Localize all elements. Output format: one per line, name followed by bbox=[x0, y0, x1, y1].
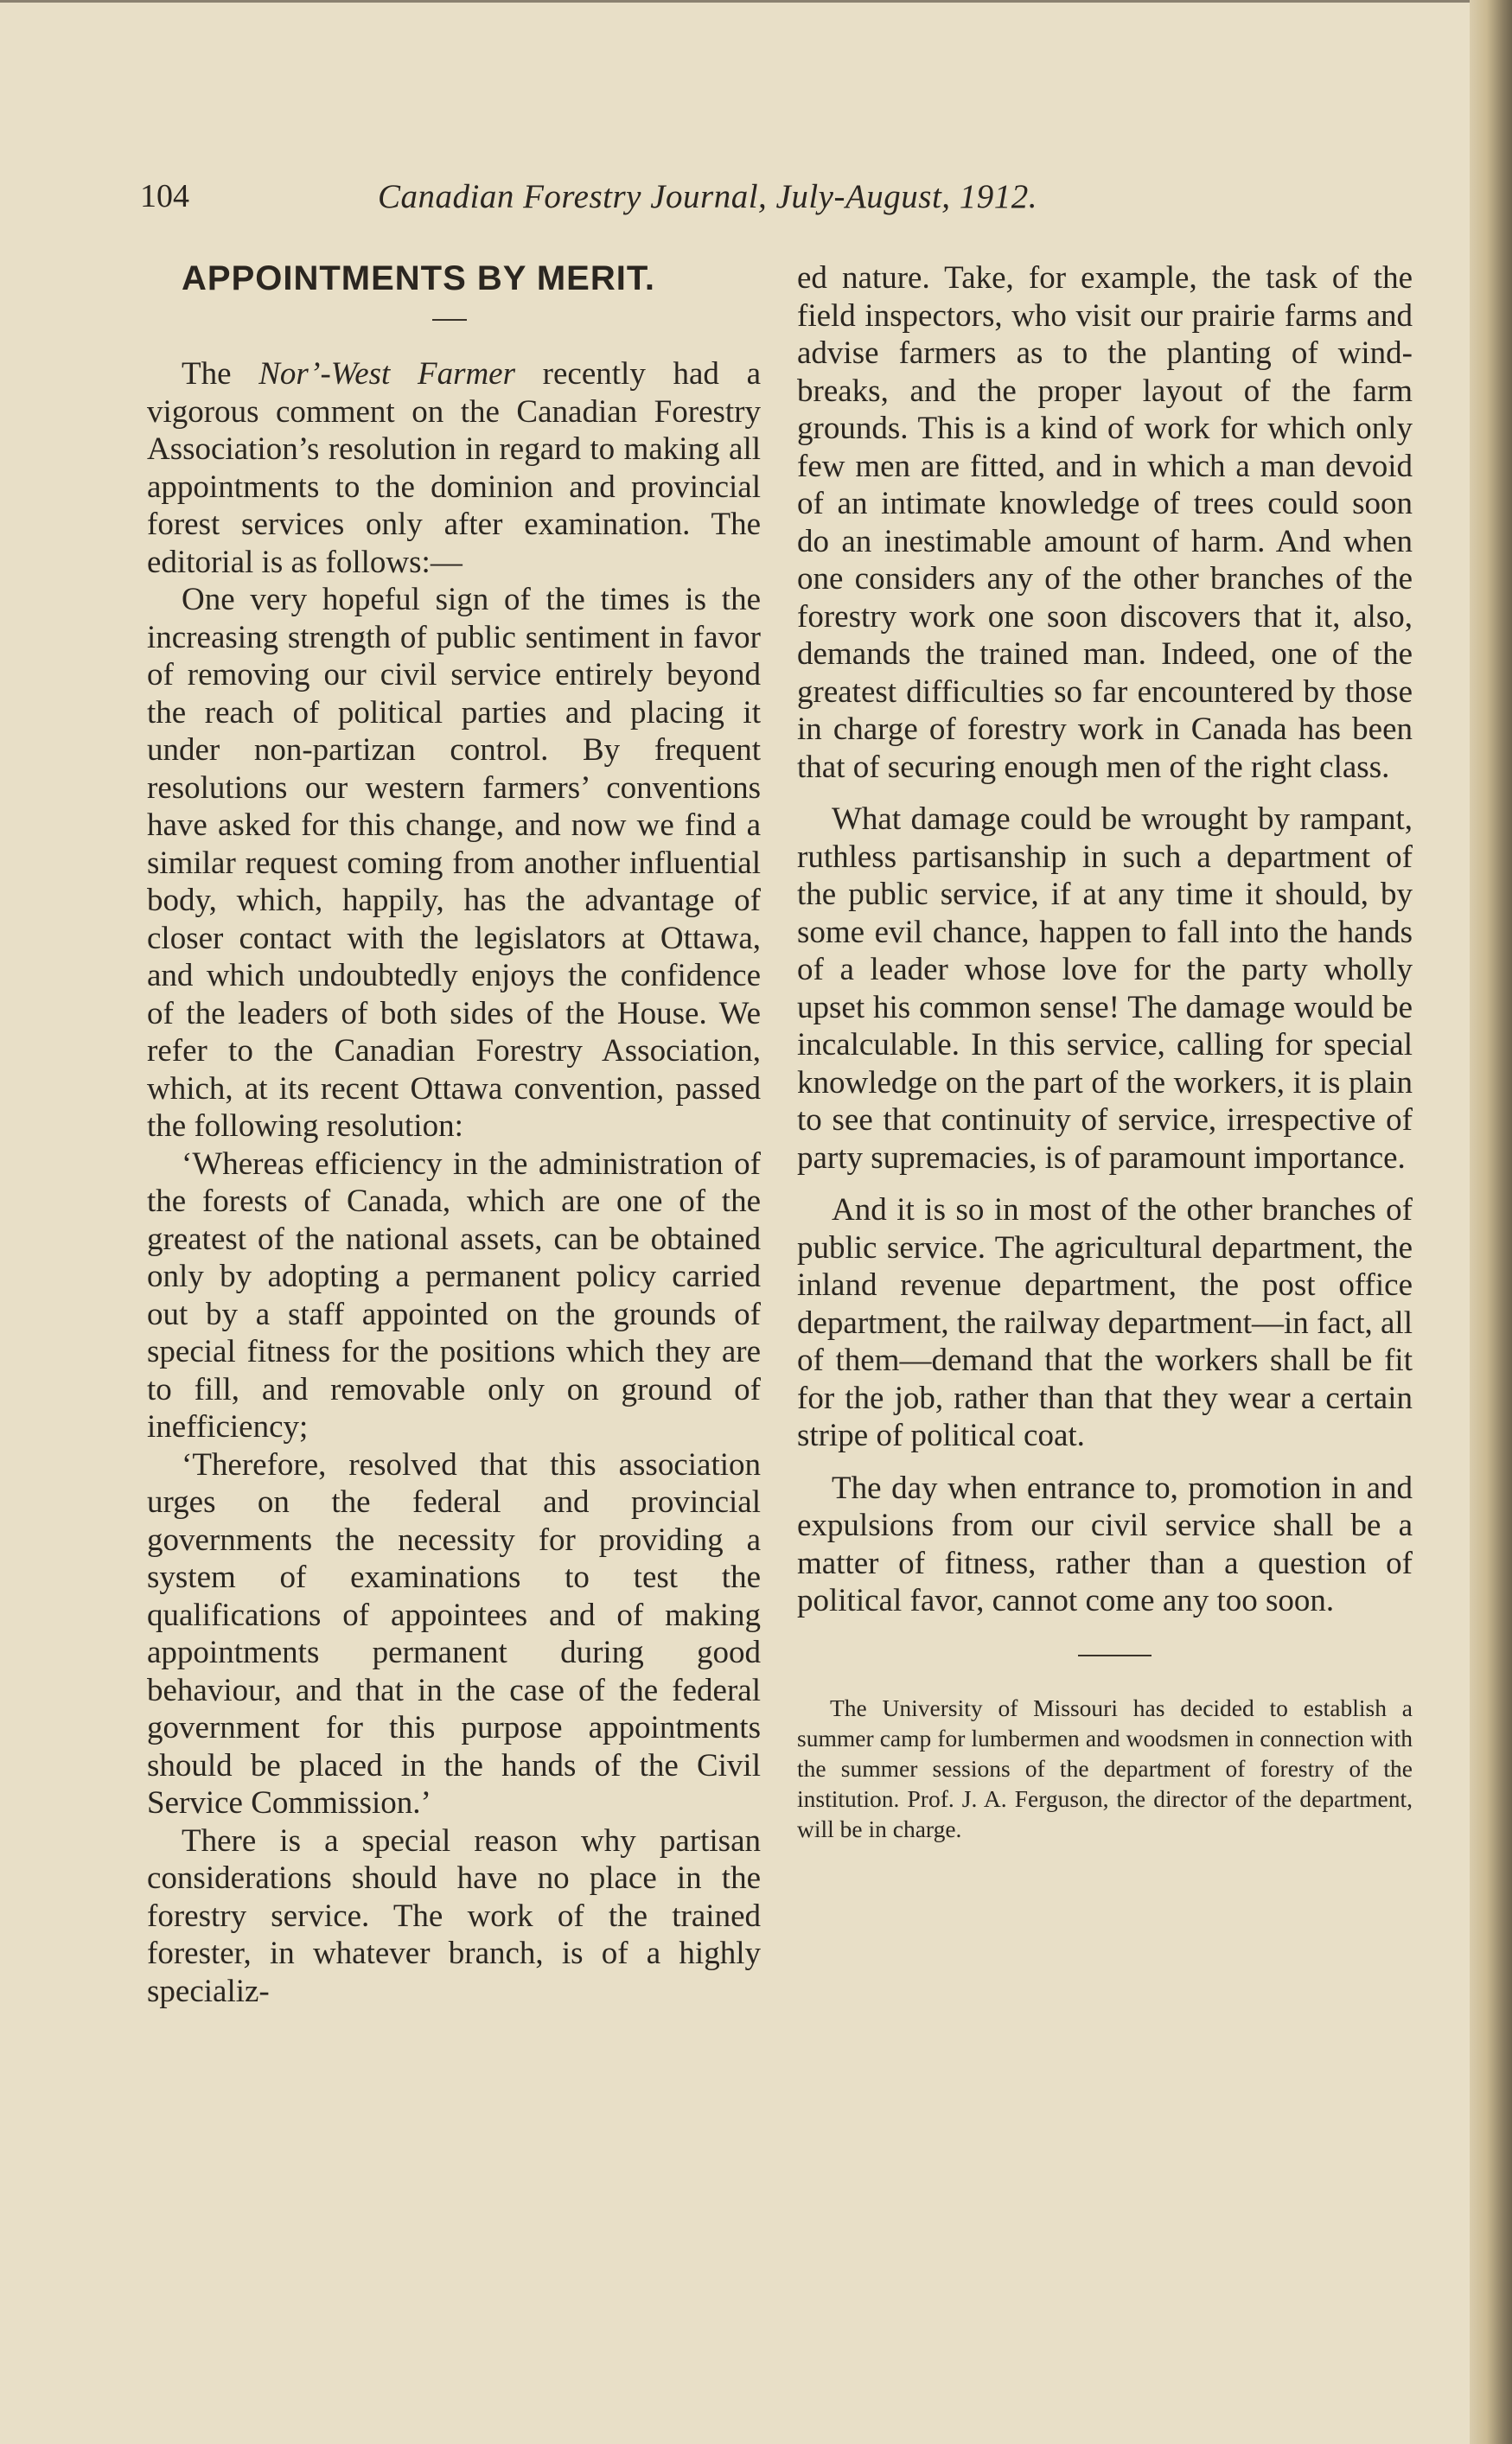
book-spine bbox=[1470, 0, 1512, 2444]
left-column bbox=[147, 259, 761, 2010]
journal-title: Canadian Forestry Journal, July-August, 1912. bbox=[378, 178, 1038, 215]
paragraph: There is a special reason why partisan considerations should have no place in the forestry service. The work of the trained forester, in whatever branch, is of a highly specializ- bbox=[147, 1822, 761, 2009]
paragraph-continued: ed nature. Take, for example, the task of the field inspectors, who visit our prairie farms and advise farmers as to the planting of wind-breaks, and the proper layout of the farm grounds. This is a kind of work for which only few men are fitted, and in which a man devoid of an intimate knowledge of trees could soon do an inestimable amount of harm. And when one considers any of the other branches of the forestry work one soon discovers that it, also, demands the trained man. Indeed, one of the greatest difficulties so far encountered by those in charge of forestry work in Canada has been that of securing enough men of the right class. bbox=[797, 260, 1413, 785]
article-title: APPOINTMENTS BY MERIT. bbox=[182, 259, 655, 297]
page-header bbox=[140, 177, 1169, 229]
paragraph: What damage could be wrought by rampant, ruthless partisanship in such a department of the public service, if at any time it should, by some evil chance, happen to fall into the hands of a leader whose love for the party wholly upset his common sense! The damage would be incalculable. In this service, calling for special knowledge on the part of the workers, it is plain to see that continuity of service, irrespective of party supremacies, is of paramount importance. bbox=[797, 801, 1413, 1176]
paragraph-resolution-therefore: ‘Therefore, resolved that this association urges on the federal and provincial governments the necessity for providing a system of examinations to test the qualifications of appointees and of making appointments permanent during good behaviour, and that in the case of the federal government for this purpose appointments should be placed in the hands of the Civil Service Commission.’ bbox=[147, 1446, 761, 1821]
section-rule bbox=[1078, 1655, 1152, 1656]
paragraph-resolution-whereas: ‘Whereas efficiency in the administration of the forests of Canada, which are one of the greatest of the national assets, can be obtained only by adopting a permanent policy carried out by a staff appointed on the grounds of special fitness for the positions which they are to fill, and removable only on ground of inefficiency; bbox=[147, 1145, 761, 1445]
paragraph-intro: The Nor’-West Farmer recently had a vigorous comment on the Canadian Forestry Association’s resolution in regard to making all appointments to the dominion and provincial forest services only after examination. The editorial is as follows:— bbox=[147, 356, 761, 580]
top-rule bbox=[0, 0, 1470, 3]
right-column bbox=[797, 259, 1413, 1844]
title-dash bbox=[432, 319, 467, 321]
news-note: The University of Missouri has decided to establish a summer camp for lumbermen and woodsmen in connection with the summer sessions of the department of forestry of the institution. Prof. J. A. Ferguson, the director of the department, will be in charge. bbox=[797, 1694, 1413, 1842]
page-number: 104 bbox=[140, 178, 189, 214]
paragraph: The day when entrance to, promotion in and expulsions from our civil service shall be a matter of fitness, rather than a question of political favor, cannot come any too soon. bbox=[797, 1470, 1413, 1618]
publication-name: Nor’-West Farmer bbox=[258, 356, 516, 392]
paragraph: And it is so in most of the other branches of public service. The agricultural department, the inland revenue department, the post office department, the railway department—in fact, all of them—demand that the workers shall be fit for the job, rather than that they wear a certain stripe of political coat. bbox=[797, 1192, 1413, 1453]
paragraph: One very hopeful sign of the times is the increasing strength of public sentiment in favor of removing our civil service entirely beyond the reach of political parties and placing it under non-partizan control. By frequent resolutions our western farmers’ conventions have asked for this change, and now we find a similar request coming from another influential body, which, happily, has the advantage of closer contact with the legislators at Ottawa, and which undoubtedly enjoys the confidence of the leaders of both sides of the House. We refer to the Canadian Forestry Association, which, at its recent Ottawa convention, passed the following resolution: bbox=[147, 582, 761, 1144]
